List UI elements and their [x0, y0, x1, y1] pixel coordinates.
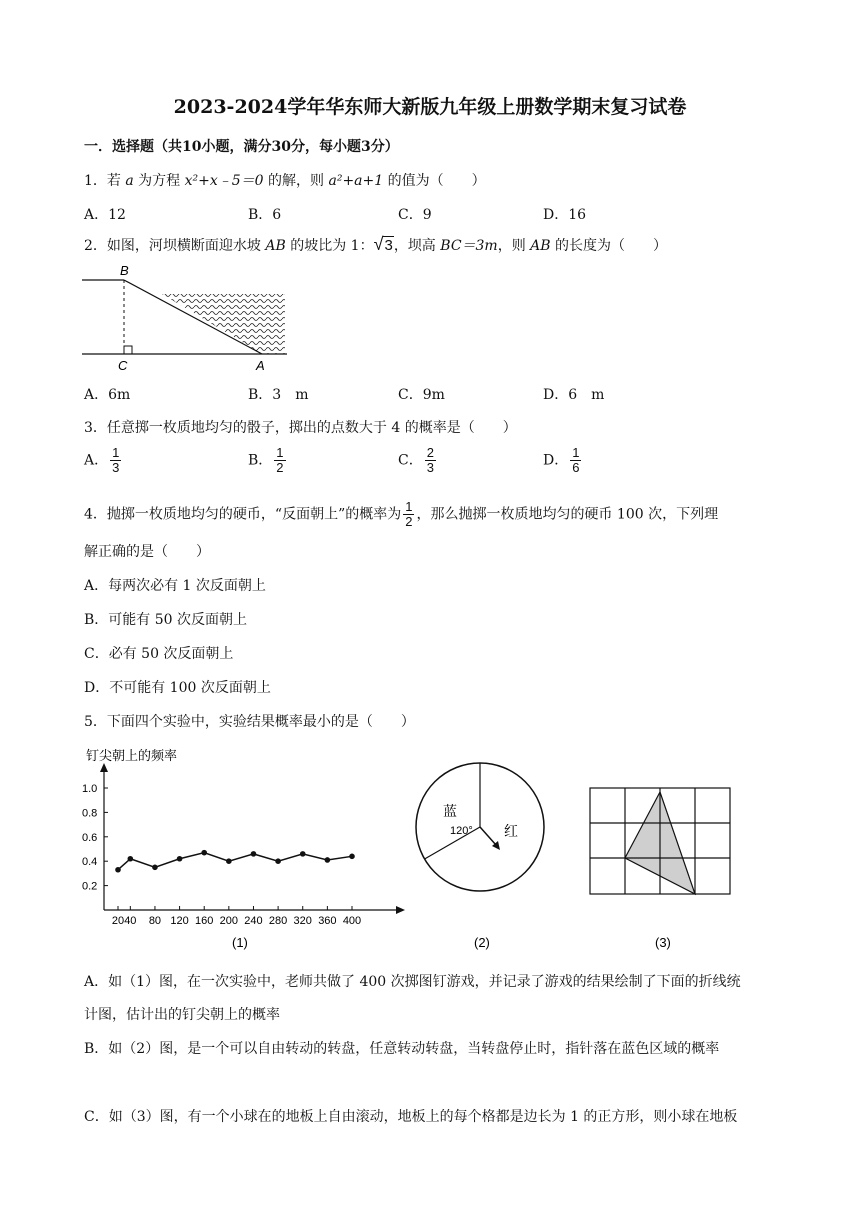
q3-b-den: 2 [276, 460, 284, 475]
q1-mid2: 的解，则 [263, 173, 329, 189]
q3-a-num: 1 [112, 445, 120, 460]
spinner-figure [410, 742, 560, 954]
q1-pre: 1．若 [84, 173, 126, 189]
x-tick-label: 400 [342, 915, 362, 927]
q2-root: 3 [384, 237, 393, 254]
q1-equation: x²+x﹣5＝0 [184, 173, 264, 189]
x-tick-label: 120 [170, 915, 189, 927]
q3-a-fraction [110, 446, 121, 475]
q2-mid: 的坡比为 1： [285, 238, 374, 254]
q4-line2: 解正确的是（ ） [84, 544, 210, 560]
q4-option-d[interactable]: D．不可能有 100 次反面朝上 [84, 680, 271, 696]
chart-title: 钉尖朝上的频率 [86, 748, 178, 763]
q4-option-c[interactable]: C．必有 50 次反面朝上 [84, 646, 234, 662]
label-red: 红 [504, 823, 518, 839]
q1-option-b[interactable]: B．6 [248, 207, 282, 223]
q1-post: 的值为（ ） [383, 173, 486, 189]
x-axis-arrow [396, 906, 405, 914]
q3-a-den: 3 [112, 460, 120, 475]
q4-num: 1 [405, 499, 413, 514]
label-a: A [256, 358, 265, 373]
q3-b-label: B． [248, 452, 273, 469]
q2-mid2: ，坝高 [393, 238, 441, 254]
q3-c-fraction [425, 446, 436, 475]
q4-option-b[interactable]: B．可能有 50 次反面朝上 [84, 612, 248, 628]
data-point [275, 858, 281, 864]
q1-var: a [125, 173, 134, 189]
q1-expression: a²+a+1 [328, 173, 384, 189]
x-tick-label: 20 [111, 915, 125, 927]
q3-option-b[interactable] [248, 446, 288, 475]
fig3-caption: (3) [655, 935, 671, 950]
q3-d-den: 6 [572, 460, 580, 475]
x-tick-label: 360 [318, 915, 337, 927]
q4-post: ，那么抛掷一枚质地均匀的硬币 100 次，下列理 [416, 506, 719, 523]
spinner-pointer [480, 827, 496, 845]
fig1-caption: (1) [232, 935, 248, 950]
q1-mid: 为方程 [133, 173, 185, 189]
q3-d-num: 1 [572, 445, 580, 460]
floor-grid [590, 788, 730, 894]
q5-option-b[interactable]: B．如（2）图，是一个可以自由转动的转盘，任意转动转盘，当转盘停止时，指针落在蓝色区域的概率 [84, 1041, 720, 1057]
data-point [177, 856, 183, 862]
q2-ab: AB [265, 238, 286, 254]
q2-option-a[interactable]: A．6m [84, 387, 131, 403]
y-tick-label: 0.8 [82, 807, 98, 820]
sqrt-symbol: √3 [373, 234, 393, 254]
q1-option-a[interactable]: A．12 [84, 207, 126, 223]
x-tick-label: 320 [293, 915, 312, 927]
x-tick-label: 280 [268, 915, 288, 927]
x-tick-label: 200 [219, 915, 239, 927]
q4-pre: 4．抛掷一枚质地均匀的硬币，“反面朝上”的概率为 [84, 506, 402, 523]
page-title: 2023-2024学年华东师大新版九年级上册数学期末复习试卷 [173, 96, 687, 118]
q3-option-d[interactable] [543, 446, 583, 475]
q3-d-label: D． [543, 452, 569, 469]
data-point [251, 851, 257, 857]
question-3: 3．任意掷一枚质地均匀的骰子，掷出的点数大于 4 的概率是（ ） [84, 420, 517, 436]
q2-option-c[interactable]: C．9m [398, 387, 445, 403]
q3-b-fraction [274, 446, 285, 475]
x-tick-label: 160 [195, 915, 214, 927]
chart-plot [82, 763, 405, 927]
q2-option-d[interactable]: D．6 m [543, 387, 605, 403]
y-tick-label: 0.6 [82, 831, 98, 844]
y-tick-label: 1.0 [82, 783, 98, 795]
q4-den: 2 [405, 514, 413, 529]
water-hatch [162, 294, 285, 354]
data-point [325, 857, 331, 863]
question-1 [84, 170, 486, 190]
label-angle: 120° [450, 825, 473, 837]
q4-option-a[interactable]: A．每两次必有 1 次反面朝上 [84, 578, 266, 594]
y-tick-label: 0.4 [82, 856, 98, 869]
q1-option-c[interactable]: C．9 [398, 207, 432, 223]
q1-option-d[interactable]: D．16 [543, 207, 587, 223]
right-angle-mark [124, 346, 132, 354]
q4-fraction [403, 500, 414, 529]
q3-c-label: C． [398, 452, 423, 469]
q2-ab2: AB [530, 238, 551, 254]
y-axis-arrow [100, 763, 108, 772]
data-point [300, 851, 306, 857]
q5-option-a-line2[interactable]: 计图，估计出的钉尖朝上的概率 [84, 1007, 280, 1023]
x-tick-label: 40 [124, 915, 137, 927]
data-point [226, 858, 232, 864]
q2-bc: BC＝3m [440, 238, 498, 254]
section-heading: 一．选择题（共10小题，满分30分，每小题3分） [84, 139, 399, 155]
grid-figure [575, 742, 750, 954]
q3-b-num: 1 [276, 445, 284, 460]
label-c: C [118, 358, 128, 373]
data-point [128, 856, 134, 862]
fig2-caption: (2) [474, 935, 490, 950]
q5-option-c[interactable]: C．如（3）图，有一个小球在的地板上自由滚动，地板上的每个格都是边长为 1 的正方形，则小球在地板 [84, 1109, 738, 1125]
q3-a-label: A． [84, 452, 109, 469]
dam-figure [82, 262, 292, 374]
question-2 [84, 234, 667, 255]
q2-option-b[interactable]: B．3 m [248, 387, 309, 403]
data-point [152, 865, 158, 871]
x-tick-label: 80 [148, 915, 162, 927]
q5-option-a-line1[interactable]: A．如（1）图，在一次实验中，老师共做了 400 次掷图钉游戏，并记录了游戏的结果绘制了下面的折线统 [84, 974, 741, 990]
data-point [201, 850, 207, 856]
data-point [349, 854, 355, 860]
q3-option-c[interactable] [398, 446, 438, 475]
q2-post: 的长度为（ ） [550, 238, 668, 254]
question-5: 5．下面四个实验中，实验结果概率最小的是（ ） [84, 714, 415, 730]
q2-mid3: ，则 [497, 238, 531, 254]
q3-option-a[interactable] [84, 446, 123, 475]
data-point [115, 867, 121, 873]
q3-c-den: 3 [426, 460, 434, 475]
frequency-line-chart [80, 742, 410, 954]
label-blue: 蓝 [443, 803, 457, 819]
y-tick-label: 0.2 [82, 880, 98, 893]
q2-pre: 2．如图，河坝横断面迎水坡 [84, 238, 266, 254]
x-tick-label: 240 [244, 915, 263, 927]
question-4 [84, 500, 718, 529]
q3-d-fraction [570, 446, 581, 475]
label-b: B [120, 263, 129, 278]
q3-c-num: 2 [426, 445, 434, 460]
